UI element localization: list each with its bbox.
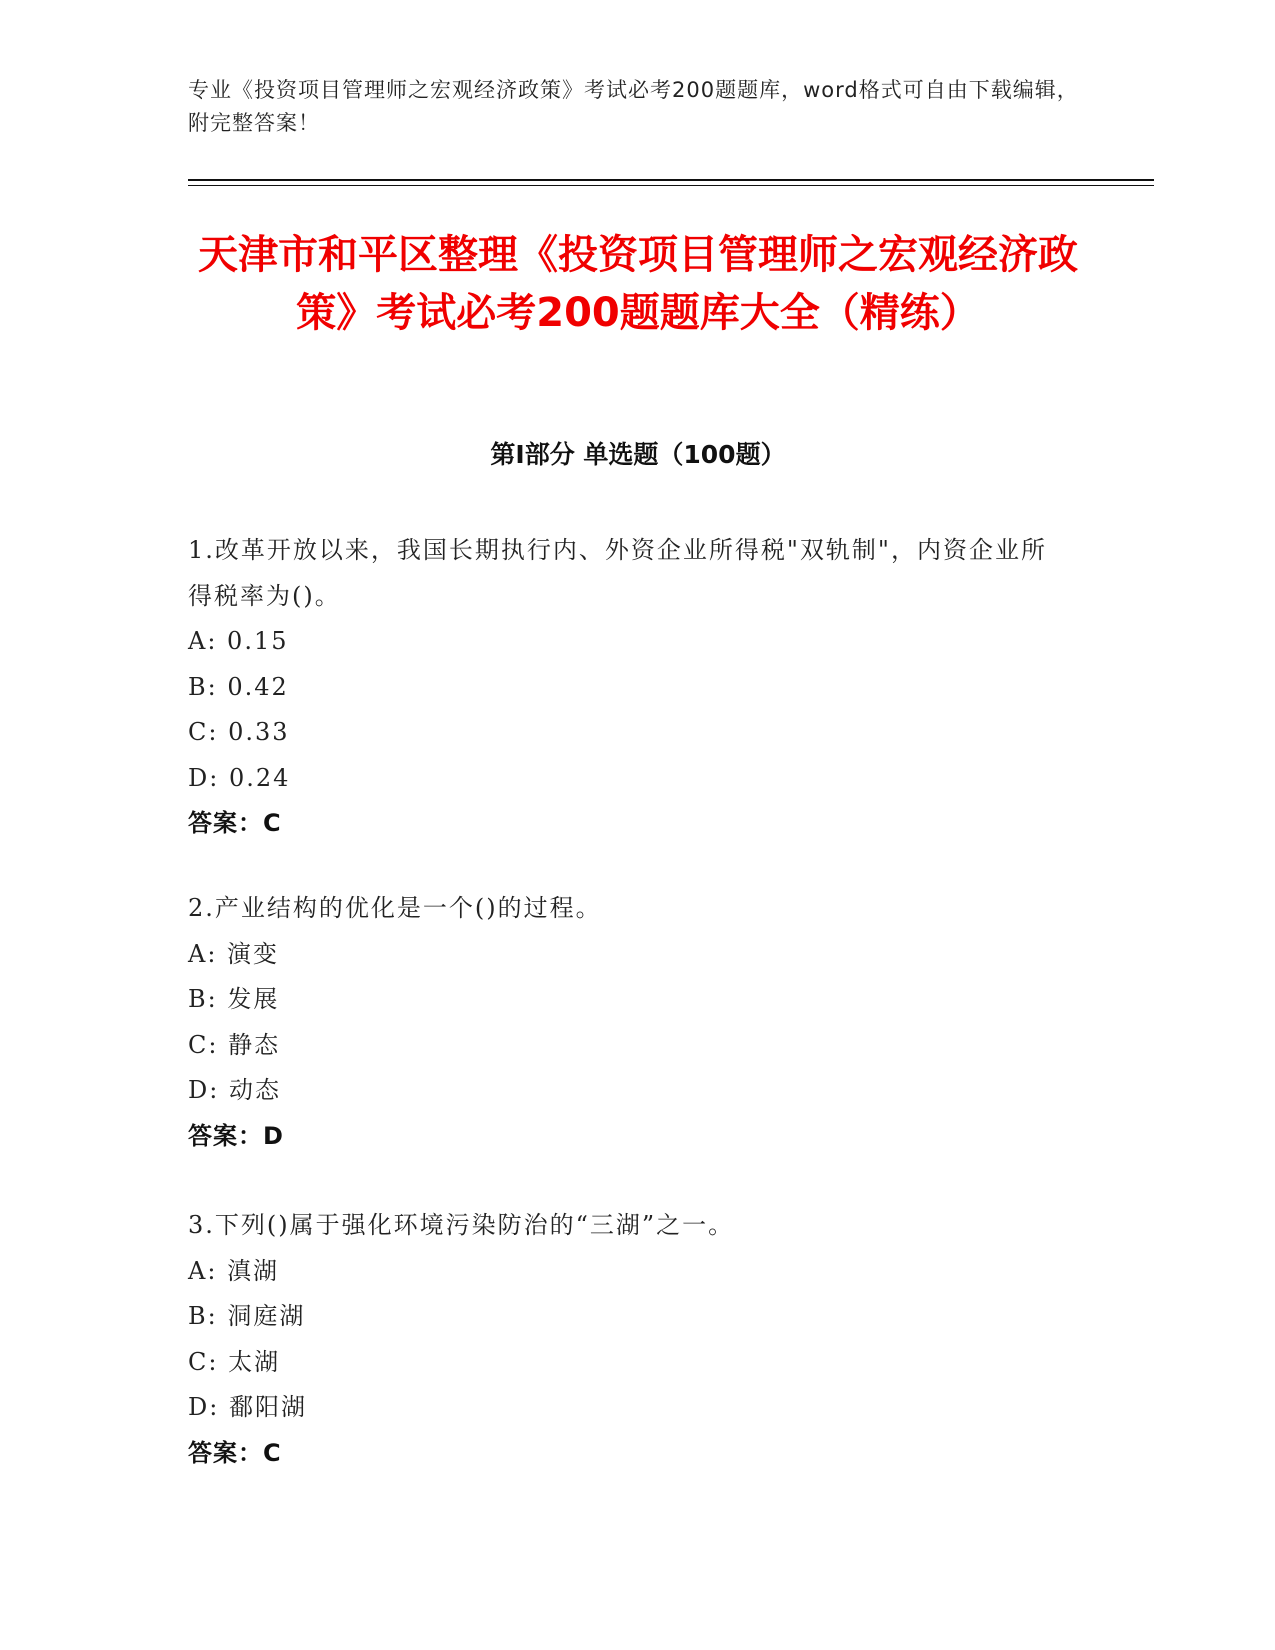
option-a: A: 演变 [188,939,280,968]
option-c: C: 静态 [188,1030,281,1059]
option-a: A: 0.15 [188,627,289,655]
question-3 [188,1203,1068,1476]
option-a: A: 滇湖 [188,1256,280,1285]
option-d: D: 0.24 [188,763,291,792]
question-stem: 3.下列()属于强化环境污染防治的“三湖”之一。 [188,1211,735,1239]
option-c: C: 太湖 [188,1347,281,1376]
question-2 [188,886,1068,1159]
option-c: C: 0.33 [188,718,290,746]
answer: 答案：C [188,809,282,837]
header-rule-thick [188,179,1154,181]
question-stem: 2.产业结构的优化是一个()的过程。 [188,894,602,922]
option-d: D: 动态 [188,1076,281,1104]
option-b: B: 洞庭湖 [188,1302,306,1330]
section-heading: 第I部分 单选题（100题） [490,440,786,469]
header-note: 专业《投资项目管理师之宏观经济政策》考试必考200题题库，word格式可自由下载编辑，附完整答案！ [188,78,1079,135]
answer: 答案：D [188,1121,284,1150]
question-stem: 1.改革开放以来，我国长期执行内、外资企业所得税"双轨制"，内资企业所得税率为()。 [188,536,1047,610]
option-b: B: 发展 [188,985,280,1013]
option-d: D: 鄱阳湖 [188,1393,307,1421]
question-1 [188,528,1068,847]
option-b: B: 0.42 [188,672,289,701]
answer: 答案：C [188,1438,282,1467]
document-title: 天津市和平区整理《投资项目管理师之宏观经济政策》考试必考200题题库大全（精练） [198,232,1078,336]
header-rule-thin [188,185,1154,186]
